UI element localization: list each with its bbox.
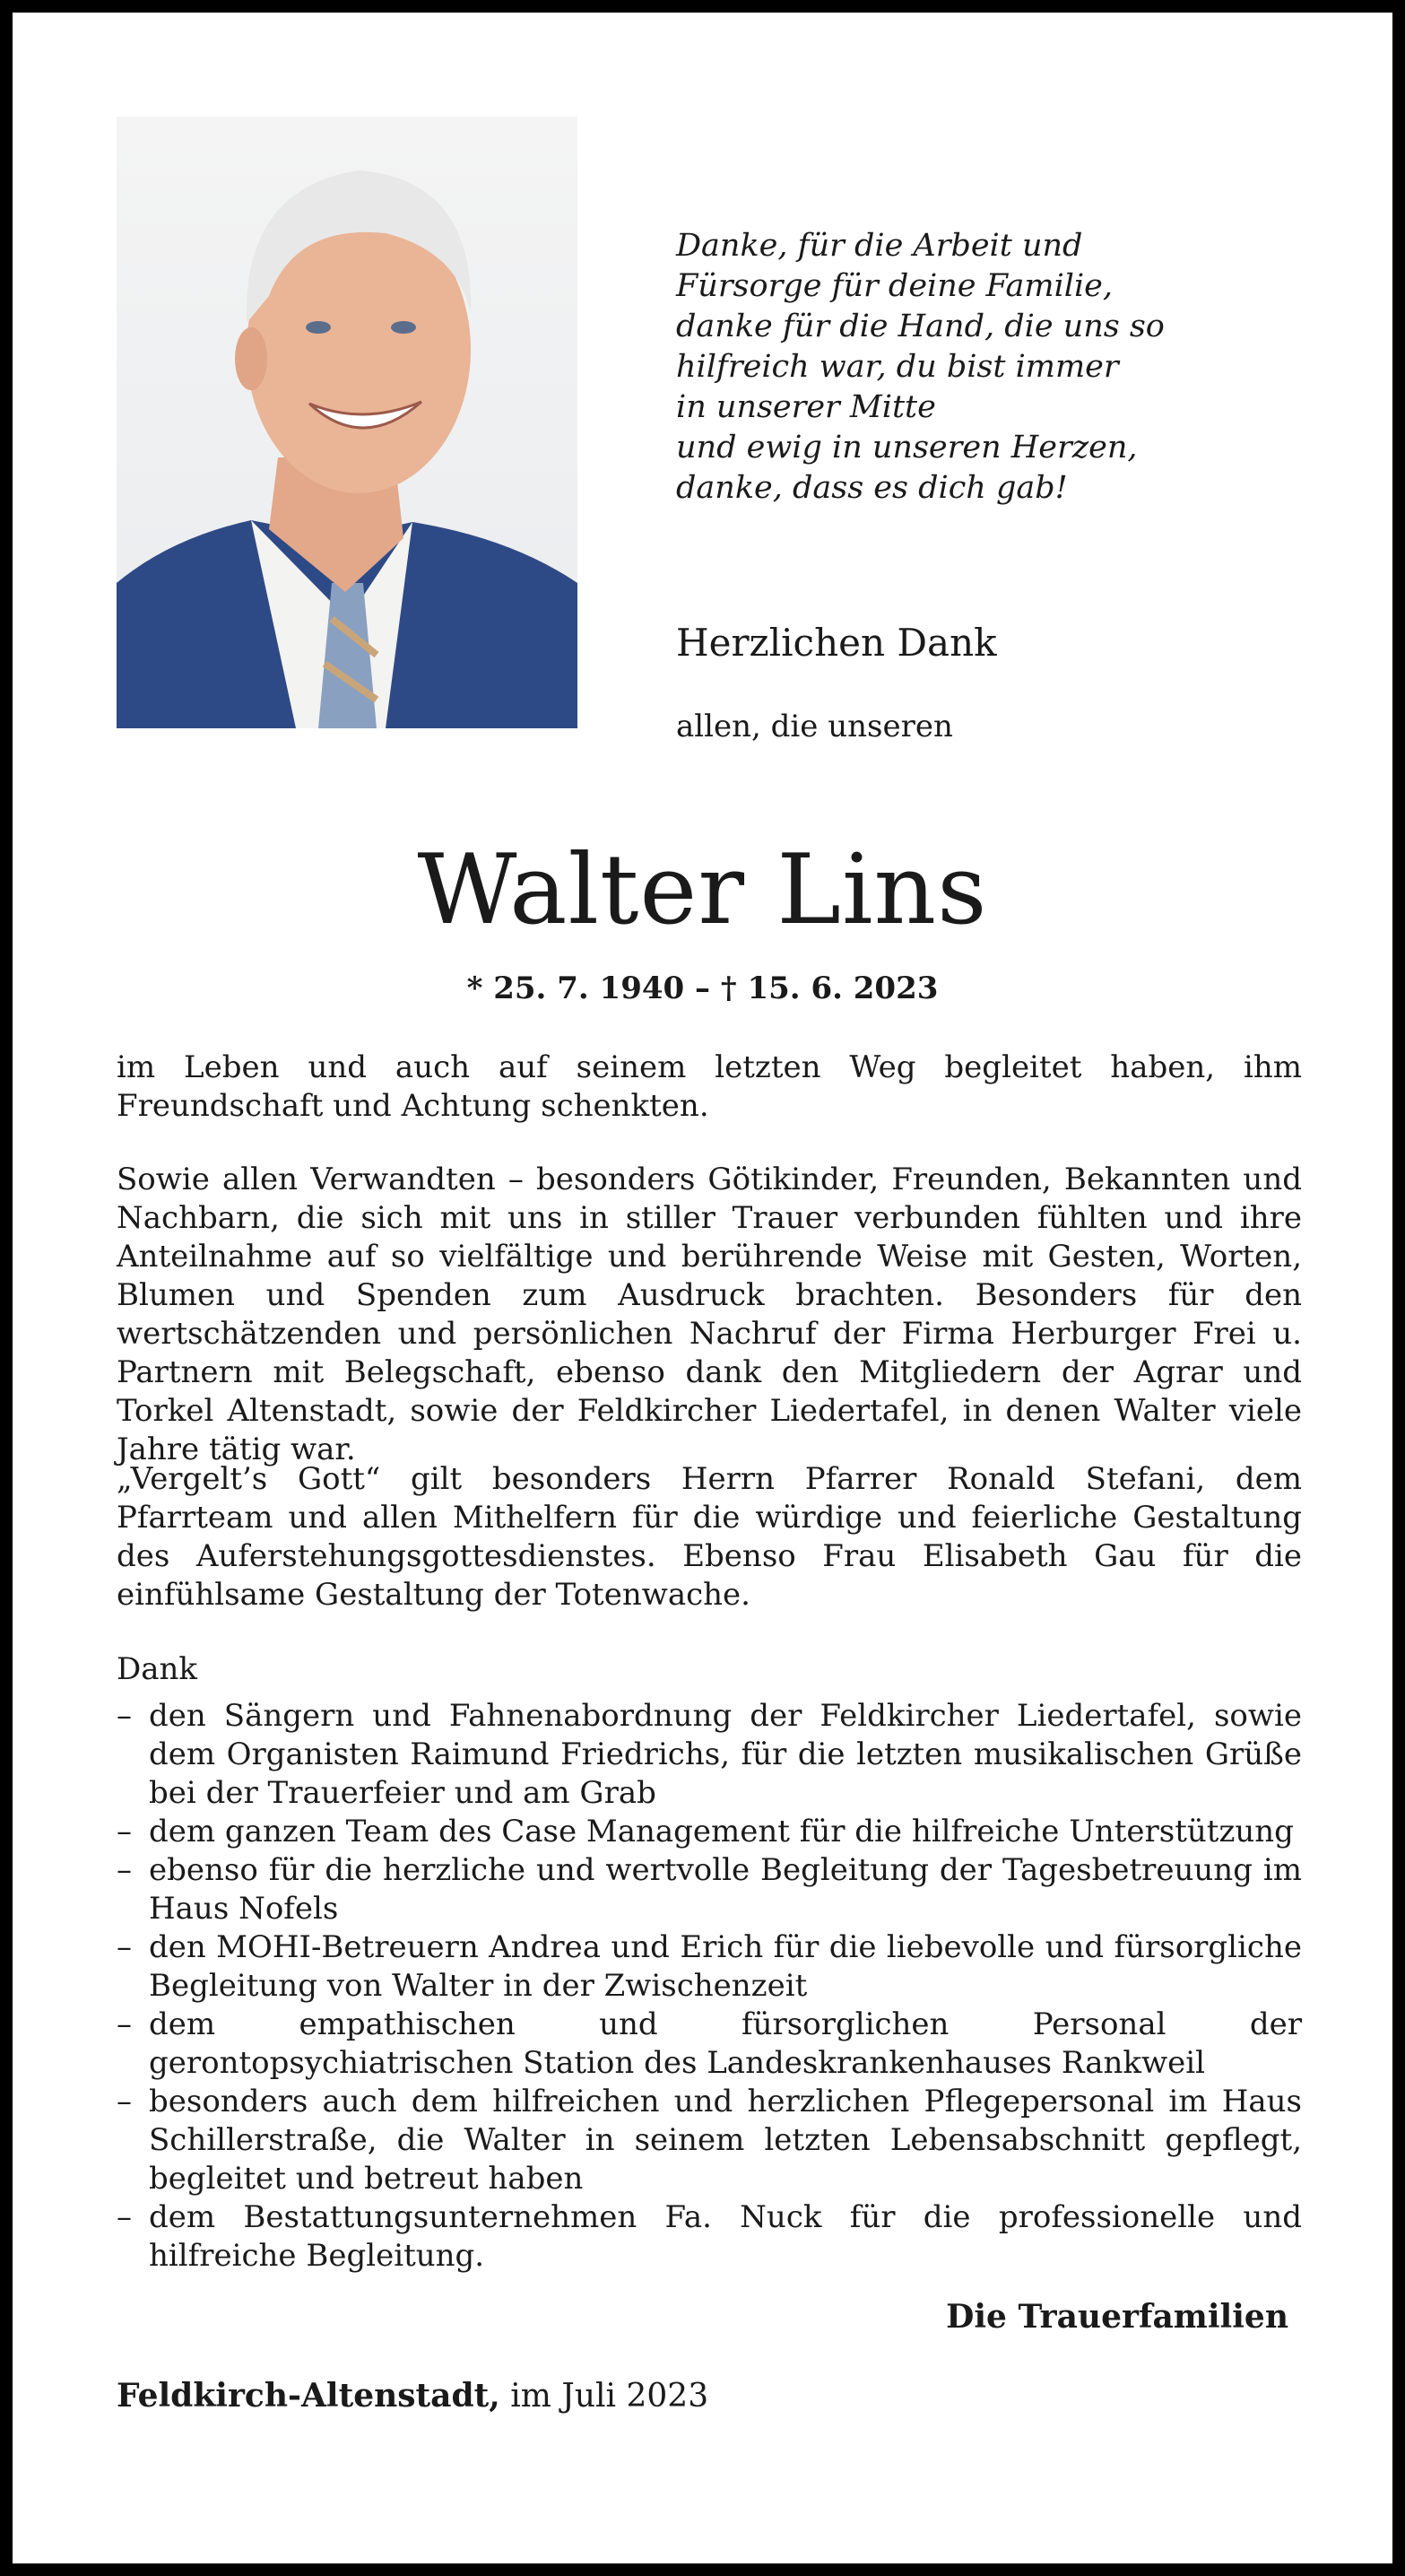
- thanks-subline: allen, die unseren: [676, 709, 953, 744]
- paragraph-relatives: Sowie allen Verwandten – besonders Götikinder, Freunden, Bekannten und Nachbarn, die sich mit uns in stiller Trauer verbunden fühlten und ihre Anteilnahme auf so vielfältige und berührende Weise mit Gesten, Worten, Blumen und Spenden zum Ausdruck brachten. Besonders für den wertschätzenden und persönlichen Nachruf der Firma Herburger Frei u. Partnern mit Belegschaft, ebenso dank den Mitgliedern der Agrar und Torkel Altenstadt, sowie der Feldkircher Liedertafel, in denen Walter viele Jahre tätig war.: [117, 1162, 1302, 1467]
- poem-line: danke, dass es dich gab!: [676, 470, 1068, 506]
- list-item: – dem ganzen Team des Case Management für die hilfreiche Unterstützung: [117, 1813, 1302, 1851]
- portrait-photo: [117, 117, 577, 728]
- obituary-page: [13, 13, 1392, 2563]
- poem-line: danke für die Hand, die uns so: [676, 309, 1165, 344]
- poem-line: Danke, für die Arbeit und: [676, 228, 1083, 264]
- portrait-image: [117, 117, 577, 728]
- paragraph-church: „Vergelt’s Gott“ gilt besonders Herrn Pfarrer Ronald Stefani, dem Pfarrteam und allen Mithelfern für die würdige und feierliche Gestaltung des Auferstehungsgottesdienstes. Ebenso Frau Elisabeth Gau für die einfühlsame Gestaltung der Totenwache.: [117, 1461, 1302, 1613]
- poem-line: und ewig in unseren Herzen,: [676, 430, 1138, 466]
- list-item: – besonders auch dem hilfreichen und herzlichen Pflegepersonal im Haus Schillerstraße, die Walter in seinem letzten Lebensabschnitt gepflegt, begleitet und betreut haben: [117, 2083, 1302, 2198]
- list-item: – dem empathischen und fürsorglichen Personal der gerontopsychiatrischen Station des Landeskrankenhauses Rankweil: [117, 2006, 1302, 2083]
- poem-line: hilfreich war, du bist immer: [676, 349, 1119, 385]
- memorial-poem: [676, 226, 1322, 509]
- thanks-heading: Herzlichen Dank: [676, 621, 997, 665]
- thanks-list: [117, 1697, 1302, 2276]
- list-item: – den Sängern und Fahnenabordnung der Feldkircher Liedertafel, sowie dem Organisten Raimund Friedrichs, für die letzten musikalischen Grüße bei der Trauerfeier und am Grab: [117, 1697, 1302, 1813]
- poem-line: in unserer Mitte: [676, 389, 936, 425]
- poem-line: Fürsorge für deine Familie,: [676, 268, 1113, 304]
- place-date-line: [117, 2377, 708, 2415]
- dank-label: Dank: [117, 1651, 198, 1687]
- date: im Juli 2023: [510, 2378, 709, 2415]
- paragraph-intro: im Leben und auch auf seinem letzten Weg begleitet haben, ihm Freundschaft und Achtung schenkten.: [117, 1049, 1302, 1124]
- list-item: – den MOHI-Betreuern Andrea und Erich für die liebevolle und fürsorgliche Begleitung von Walter in der Zwischenzeit: [117, 1928, 1302, 2006]
- place: Feldkirch-Altenstadt,: [117, 2377, 500, 2415]
- life-dates: * 25. 7. 1940 – † 15. 6. 2023: [466, 970, 939, 1006]
- signature: Die Trauerfamilien: [946, 2298, 1288, 2336]
- deceased-name: Walter Lins: [417, 834, 988, 946]
- list-item: – ebenso für die herzliche und wertvolle Begleitung der Tagesbetreuung im Haus Nofels: [117, 1851, 1302, 1928]
- list-item: – dem Bestattungsunternehmen Fa. Nuck für die professionelle und hilfreiche Begleitung.: [117, 2198, 1302, 2276]
